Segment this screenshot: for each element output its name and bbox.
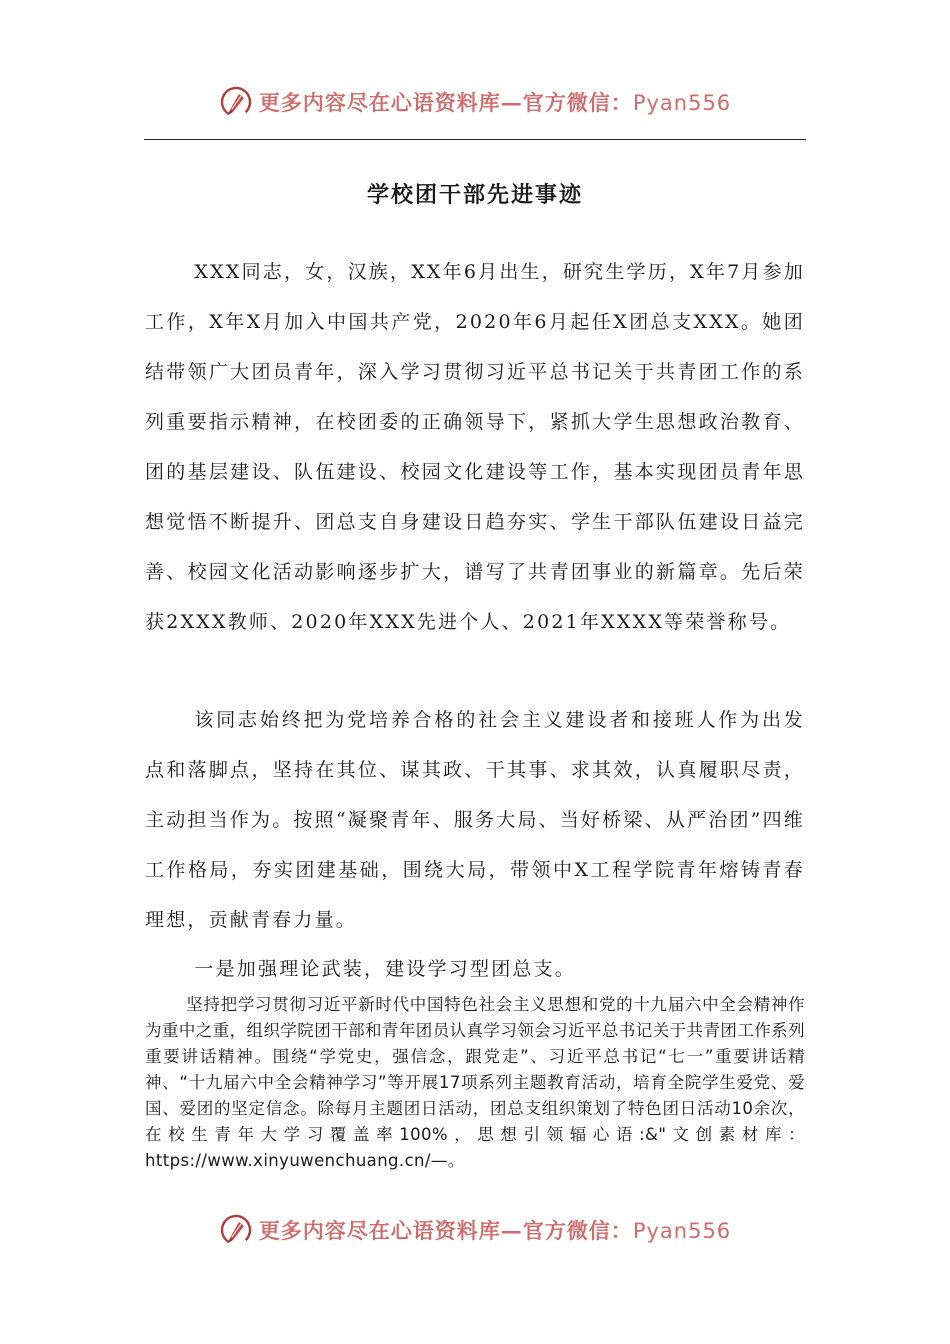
header-banner [0,80,950,124]
footer-banner [0,1208,950,1252]
wechat-id: Pyan556 [632,1219,732,1243]
wechat-id: Pyan556 [632,91,732,115]
paragraph-3: 坚持把学习贯彻习近平新时代中国特色社会主义思想和党的十九届六中全会精神作为重中之重，组织学院团干部和青年团员认真学习领会习近平总书记关于共青团工作系列重要讲话精神。围绕“学党史，强信念，跟党走”、习近平总书记“七一”重要讲话精神、“十九届六中全会精神学习”等开展17项系列主题教育活动，培育全院学生爱党、爱国、爱团的坚定信念。除每月主题团日活动，团总支组织策划了特色团日活动10余次，在校生青年大学习覆盖率100%，思想引领辐心语:&"文创素材库：https://www.xinyuwenchuang.cn/—。 [145,995,805,1170]
banner-text: 更多内容尽在心语资料库—官方微信：Pyan556 [258,90,732,115]
pen-nib-logo-icon [219,1213,253,1247]
section-heading: 一是加强理论武装，建设学习型团总支。 [194,958,576,980]
header-divider [144,139,806,140]
pen-nib-logo-icon [219,85,253,119]
paragraph-2: 该同志始终把为党培养合格的社会主义建设者和接班人作为出发点和落脚点，坚持在其位、谋其政、干其事、求其效，认真履职尽责，主动担当作为。按照“凝聚青年、服务大局、当好桥梁、从严治团”四维工作格局，夯实团建基础，围绕大局，带领中X工程学院青年熔铸青春理想，贡献青春力量。 [145,709,805,931]
document-title: 学校团干部先进事迹 [366,182,583,208]
paragraph-1: XXX同志，女，汉族，XX年6月出生，研究生学历，X年7月参加工作，X年X月加入中国共产党，2020年6月起任X团总支XXX。她团结带领广大团员青年，深入学习贯彻习近平总书记关于共青团工作的系列重要指示精神，在校团委的正确领导下，紧抓大学生思想政治教育、团的基层建设、队伍建设、校园文化建设等工作，基本实现团员青年思想觉悟不断提升、团总支自身建设日趋夯实、学生干部队伍建设日益完善、校园文化活动影响逐步扩大，谱写了共青团事业的新篇章。先后荣获2XXX教师、2020年XXX先进个人、2021年XXXX等荣誉称号。 [145,261,805,633]
banner-text: 更多内容尽在心语资料库—官方微信：Pyan556 [258,1218,732,1243]
